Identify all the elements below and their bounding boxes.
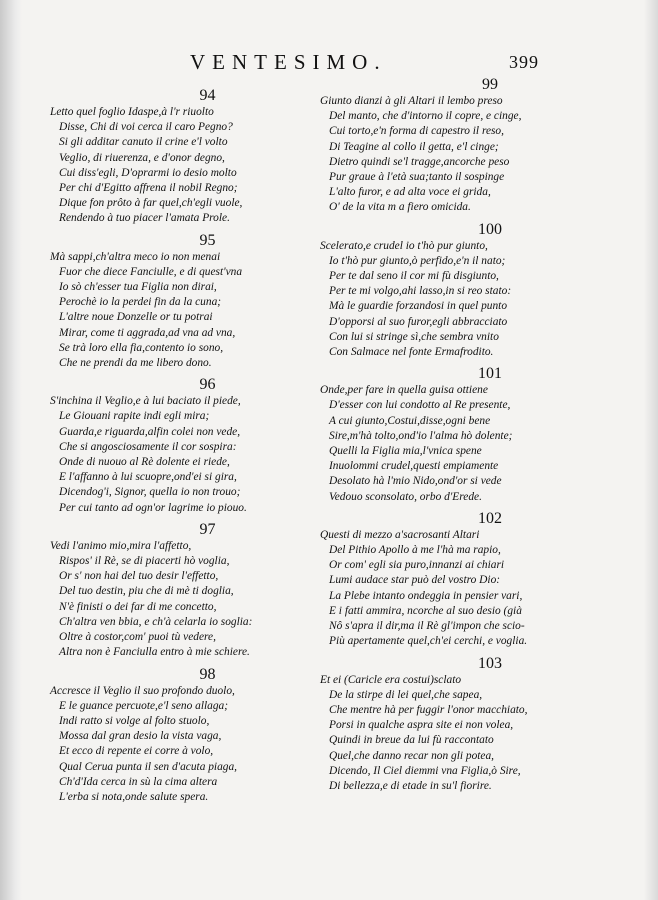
verse-line: Guarda,e riguarda,alfin colei non vede, [59, 425, 241, 438]
verse-line: D'esser con lui condotto al Re presente, [329, 399, 511, 412]
verse-line: Et ecco di repente ei corre à volo, [59, 745, 214, 758]
verse-line: Di Teagine al collo il getta, e'l cinge; [329, 140, 499, 153]
verse-line: Quelli la Figlia mia,l'vnica spene [329, 445, 482, 458]
page-number: 399 [509, 52, 539, 72]
verse-line: Rispos' il Rè, se di piacerti hò voglia, [59, 555, 230, 568]
stanza-number: 97 [199, 520, 216, 538]
verse-line: Accresce il Veglio il suo profondo duolo, [50, 684, 235, 697]
verse-line: Desolato hà l'mio Nido,ond'or si vede [329, 475, 502, 488]
verse-line: Del Pithio Apollo à me l'hà ma rapio, [329, 544, 501, 557]
verse-line: Onde,per fare in quella guisa ottiene [320, 384, 488, 397]
verse-line: N'è finisti o dei far di me concetto, [59, 600, 217, 613]
verse-line: E le guance percuote,e'l seno allaga; [59, 699, 229, 712]
right-column [320, 75, 620, 798]
verse-line: Ch'altra ven bbia, e ch'à celarla io soglia: [59, 615, 253, 628]
verse-line: L'erba si nota,onde salute spera. [59, 790, 209, 803]
stanza [320, 75, 620, 216]
verse-line: La Plebe intanto ondeggia in pensier vari, [329, 589, 523, 602]
verse-line: Sire,m'hà tolto,ond'io l'alma hò dolente; [329, 429, 513, 442]
verse-line: D'opporsi al suo furor,egli abbracciato [329, 315, 508, 328]
verse-line: Cui torto,e'n forma di capestro il reso, [329, 125, 504, 138]
verse-line: Le Giouani rapite indi egli mira; [59, 410, 210, 423]
stanza [50, 231, 325, 372]
verse-line: Per cui tanto ad ogn'or lagrime io piouo. [59, 501, 247, 514]
verse-line: Con lui si stringe sì,che sembra vnito [329, 330, 499, 343]
verse-line: Del tuo destin, piu che di mè ti doglia, [59, 585, 234, 598]
verse-line: Pur graue à l'età sua;tanto il sospinge [329, 171, 505, 184]
stanza-number: 95 [199, 231, 216, 249]
left-column [50, 86, 325, 809]
stanza-number: 96 [199, 376, 216, 394]
verse-line: Se trà loro ella fia,contento io sono, [59, 341, 224, 354]
verse-line: De la stirpe di lei quel,che sapea, [329, 688, 483, 701]
verse-line: Scelerato,e crudel io t'hò pur giunto, [320, 239, 488, 252]
verse-line: Del manto, che d'intorno il copre, e cinge, [329, 110, 522, 123]
verse-line: Qual Cerua punta il sen d'acuta piaga, [59, 760, 238, 773]
verse-line: S'inchina il Veglio,e à lui baciato il piede, [50, 395, 241, 408]
verse-line: L'alto furor, e ad alta voce ei grida, [329, 186, 491, 199]
verse-line: Mossa dal gran desio la vista vaga, [59, 730, 222, 743]
verse-line: Or s' non hai del tuo desir l'effetto, [59, 570, 219, 583]
verse-line: Lumi audace star può del vostro Dio: [329, 574, 501, 587]
verse-line: Mà sappi,ch'altra meco io non menai [50, 250, 221, 263]
verse-line: Ch'd'Ida cerca in sù la cima altera [59, 775, 218, 788]
page-right-edge-shadow [644, 0, 658, 900]
verse-line: Oltre à costor,com' puoi tù vedere, [59, 631, 216, 644]
verse-line: Et ei (Caricle era costui)sclato [320, 673, 462, 686]
stanza [320, 364, 620, 505]
verse-line: Dietro quindi se'l tragge,ancorche peso [329, 155, 510, 168]
verse-line: Cui diss'egli, D'oprarmi io desio molto [59, 166, 237, 179]
verse-line: Che mentre hà per fuggir l'onor macchiato, [329, 703, 528, 716]
verse-line: Rendendo à tuo piacer l'amata Prole. [59, 212, 230, 225]
verse-line: Per te dal seno il cor mi fù disgiunto, [329, 270, 499, 283]
verse-line: Or com' egli sia puro,innanzi ai chiari [329, 559, 505, 572]
verse-line: Onde di nuouo al Rè dolente ei riede, [59, 456, 230, 469]
verse-line: O' de la vita m a fiero omicida. [329, 201, 471, 214]
stanza [50, 665, 325, 806]
verse-line: Dique fon prôto à far quel,ch'egli vuole, [59, 197, 243, 210]
stanza [50, 520, 325, 661]
verse-line: A cui giunto,Costui,disse,ogni bene [329, 414, 491, 427]
verse-line: L'altre noue Donzelle or tu potrai [59, 311, 213, 324]
stanza-number: 103 [478, 654, 502, 672]
verse-line: Nô s'apra il dir,ma il Rè gl'impon che scio- [329, 620, 525, 633]
verse-line: Dicendog'i, Signor, quella io non trouo; [59, 486, 241, 499]
verse-line: Porsi in qualche aspra site ei non volea, [329, 719, 514, 732]
verse-line: Per chi d'Egitto affrena il nobil Regno; [59, 182, 238, 195]
verse-line: Indi ratto si volge al folto stuolo, [59, 714, 210, 727]
stanza-number: 94 [199, 87, 216, 104]
verse-line: Di bellezza,e di etade in su'l fiorire. [329, 779, 492, 792]
verse-line: Mirar, come ti aggrada,ad vna ad vna, [59, 326, 236, 339]
verse-line: E i fatti ammira, ncorche al suo desio (già [329, 604, 522, 617]
verse-line: Io t'hò pur giunto,ò perfido,e'n il nato; [329, 254, 506, 267]
stanza [50, 375, 325, 516]
running-head-title: VENTESIMO. [190, 50, 387, 74]
stanza-number: 99 [482, 76, 498, 93]
verse-line: Si gli additar canuto il crine e'l volto [59, 136, 228, 149]
verse-line: Letto quel foglio Idaspe,à l'r riuolto [50, 106, 214, 118]
verse-line: Dicendo, Il Ciel diemmi vna Figlia,ò Sire, [329, 764, 521, 777]
verse-line: Vedi l'animo mio,mira l'affetto, [50, 539, 192, 552]
stanza [320, 654, 620, 795]
verse-line: Quel,che danno recar non gli potea, [329, 749, 495, 762]
verse-line: Mà le guardie forzandosi in quel punto [329, 300, 508, 313]
page-left-edge-shadow [0, 0, 22, 900]
verse-line: Perochè io la perdei fin da la cuna; [59, 296, 222, 309]
verse-line: Che si angosciosamente il cor sospira: [59, 440, 237, 453]
verse-line: E l'affanno à lui scuopre,ond'ei si gira, [59, 471, 237, 484]
stanza-number: 102 [478, 509, 502, 527]
verse-line: Che ne prendi da me libero dono. [59, 357, 212, 370]
stanza-number: 101 [478, 365, 502, 383]
verse-line: Fuor che diece Fanciulle, e di quest'vna [59, 265, 243, 278]
verse-line: Io sò ch'esser tua Figlia non dirai, [59, 281, 217, 294]
verse-line: Per te mi volgo,ahi lasso,in si reo stato: [329, 285, 512, 298]
verse-line: Inuolommi crudel,questi empiamente [329, 460, 499, 473]
verse-line: Altra non è Fanciulla entro à mie schiere. [59, 646, 250, 659]
verse-line: Questi di mezzo a'sacrosanti Altari [320, 528, 480, 541]
stanza [50, 86, 325, 227]
stanza [320, 220, 620, 361]
verse-line: Giunto dianzi à gli Altari il lembo preso [320, 95, 503, 107]
verse-line: Disse, Chi di voi cerca il caro Pegno? [59, 121, 233, 134]
verse-line: Vedouo sconsolato, orbo d'Erede. [329, 490, 482, 503]
verse-line: Più apertamente quel,ch'ei cerchi, e voglia. [329, 635, 528, 648]
stanza-number: 98 [199, 665, 216, 683]
stanza [320, 509, 620, 650]
stanza-number: 100 [478, 220, 502, 238]
verse-line: Con Salmace nel fonte Ermafrodito. [329, 346, 494, 359]
verse-line: Quindi in breue da lui fù raccontato [329, 734, 494, 747]
verse-line: Veglio, di riuerenza, e d'onor degno, [59, 151, 225, 164]
